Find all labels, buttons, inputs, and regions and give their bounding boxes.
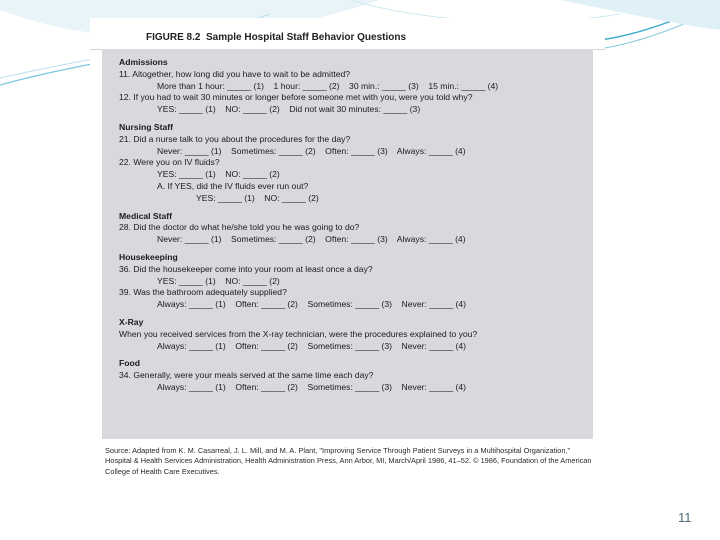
question-section: [119, 57, 589, 116]
section-title: Medical Staff: [119, 210, 173, 221]
source-citation: Source: Adapted from K. M. Casarreal, J. L. Mill, and M. A. Plant, "Improving Service Through Patient Surveys in a Multihospital Organization," Hospital & Health Services Administration, Health Administration Press, Ann Arbor, MI, March/April 1986, 41–52. © 1986, Foundation of the American College of Health Care Executives.: [105, 446, 592, 476]
section-title: X-Ray: [119, 316, 144, 327]
question-section: [119, 317, 589, 352]
slide-page-number: 11: [678, 510, 692, 525]
answer-options: YES: _____ (1) NO: _____ (2): [157, 275, 280, 286]
answer-options: Always: _____ (1) Often: _____ (2) Sometimes: _____ (3) Never: _____ (4): [157, 381, 467, 392]
question-section: [119, 358, 589, 393]
answer-options: Never: _____ (1) Sometimes: _____ (2) Often: _____ (3) Always: _____ (4): [157, 234, 466, 245]
question-text: 39. Was the bathroom adequately supplied?: [119, 287, 287, 298]
question-text: When you received services from the X-ray technician, were the procedures explained to you?: [119, 328, 478, 339]
question-section: [119, 211, 589, 246]
section-title: Nursing Staff: [119, 121, 173, 132]
figure-card: [90, 18, 605, 479]
question-text: 36. Did the housekeeper come into your room at least once a day?: [119, 263, 373, 274]
answer-options: A. If YES, did the IV fluids ever run out?: [157, 180, 309, 191]
answer-options: More than 1 hour: _____ (1) 1 hour: _____ (2) 30 min.: _____ (3) 15 min.: _____ (4): [157, 80, 499, 91]
answer-options: Never: _____ (1) Sometimes: _____ (2) Often: _____ (3) Always: _____ (4): [157, 145, 466, 156]
question-text: 11. Altogether, how long did you have to wait to be admitted?: [119, 68, 351, 79]
answer-options: YES: _____ (1) NO: _____ (2): [157, 169, 280, 180]
question-text: 34. Generally, were your meals served at the same time each day?: [119, 370, 374, 381]
questions-content: [119, 57, 589, 400]
question-section: [119, 122, 589, 205]
section-title: Housekeeping: [119, 251, 178, 262]
figure-header: [90, 18, 605, 50]
section-title: Admissions: [119, 57, 168, 67]
figure-number: FIGURE 8.2: [146, 32, 201, 43]
question-section: [119, 252, 589, 311]
answer-options: Always: _____ (1) Often: _____ (2) Sometimes: _____ (3) Never: _____ (4): [157, 340, 467, 351]
section-title: Food: [119, 358, 140, 369]
question-text: 21. Did a nurse talk to you about the procedures for the day?: [119, 133, 351, 144]
figure-title: Sample Hospital Staff Behavior Questions: [206, 32, 407, 43]
question-text: 22. Were you on IV fluids?: [119, 157, 220, 168]
answer-options: Always: _____ (1) Often: _____ (2) Sometimes: _____ (3) Never: _____ (4): [157, 299, 467, 310]
question-text: 28. Did the doctor do what he/she told you he was going to do?: [119, 222, 360, 233]
questions-panel: [102, 49, 593, 439]
question-text: 12. If you had to wait 30 minutes or longer before someone met with you, were you told why?: [119, 92, 473, 103]
answer-options: YES: _____ (1) NO: _____ (2): [196, 192, 319, 203]
answer-options: YES: _____ (1) NO: _____ (2) Did not wait 30 minutes: _____ (3): [157, 104, 421, 115]
